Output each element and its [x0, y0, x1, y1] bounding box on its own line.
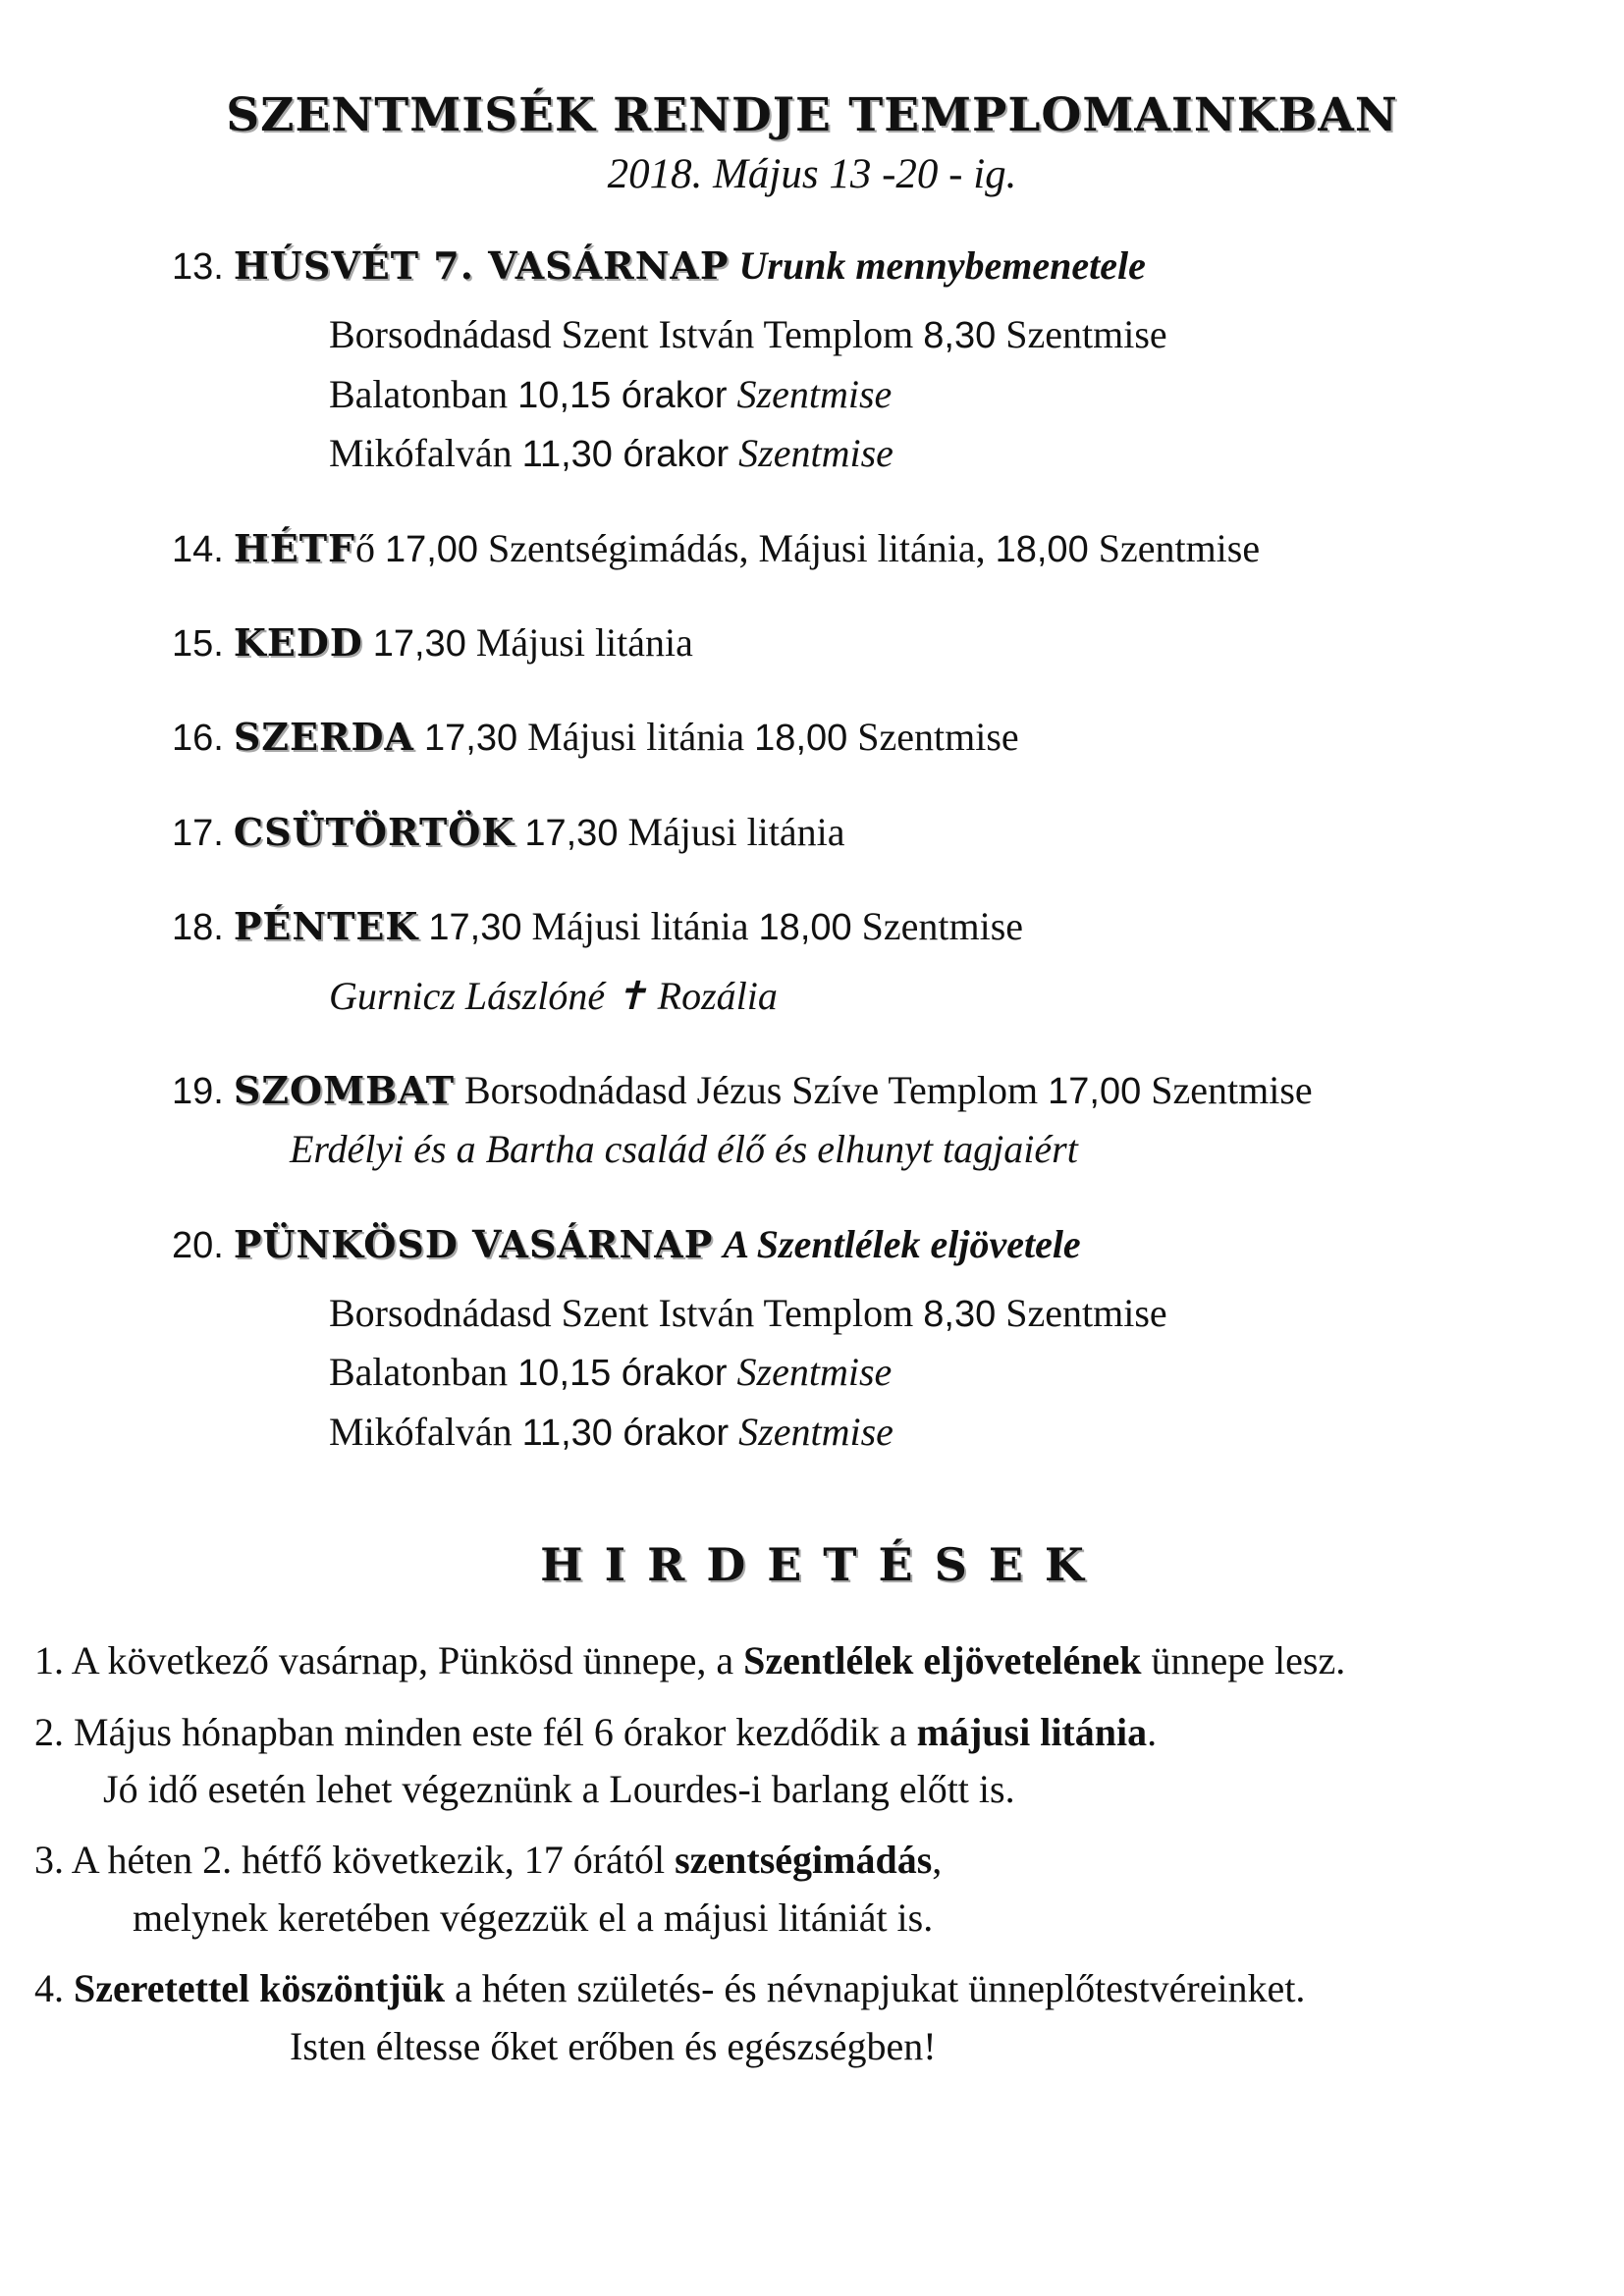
serif-text-segment: Borsodnádasd Szent István Templom [329, 1291, 914, 1336]
serif-text-segment: Májusi litánia [627, 809, 845, 854]
serif-text-segment: Mikófalván [329, 431, 513, 476]
sans-text-segment: 11,30 órakor [521, 1412, 730, 1454]
sans-text-segment: 10,15 órakor [517, 374, 728, 416]
schedule-line [0, 1410, 1624, 1455]
serif-text-segment: 4. [34, 1966, 64, 2011]
schedule-entry [0, 715, 1624, 760]
num-text-segment: 15. [172, 622, 224, 665]
serif-text-segment: a héten születés- és névnapjukat ünneplőtestvéreinket. [455, 1966, 1306, 2011]
fancy-text-segment: HÚSVÉT 7. VASÁRNAP [233, 243, 730, 288]
serif-text-segment: . [1147, 1709, 1158, 1754]
sans-text-segment: 17,00 [1048, 1070, 1142, 1112]
serif-text-segment: Isten éltesse őket erőben és egészségben! [290, 2023, 937, 2068]
sans-text-segment: 18,00 [995, 528, 1089, 570]
document-subtitle: 2018. Május 13 -20 - ig. [607, 151, 1017, 197]
serif-text-segment: 2. Május hónapban minden este fél 6 órakor kezdődik a [34, 1709, 907, 1754]
fancy-text-segment: KEDD [233, 619, 363, 665]
serif-text-segment: Szentmise [1005, 312, 1167, 357]
schedule-line [0, 431, 1624, 476]
schedule-entry [0, 620, 1624, 666]
serif-text-segment: Májusi litánia [527, 715, 745, 760]
serif-text-segment: Májusi litánia [475, 619, 693, 665]
schedule-line [0, 1222, 1624, 1267]
serif-text-segment: melynek keretében végezzük el a májusi litániát is. [133, 1895, 934, 1940]
serif-text-segment: Borsodnádasd Jézus Szíve Templom [463, 1067, 1039, 1112]
serif-text-segment: Szentmise [857, 715, 1019, 760]
schedule-line [0, 1127, 1624, 1172]
announcement-line [0, 1710, 1624, 1755]
serif-text-segment: Balatonban [329, 1350, 509, 1395]
serif-text-segment: Májusi litánia [531, 904, 749, 949]
num-text-segment: 13. [172, 246, 224, 288]
num-text-segment: 20. [172, 1224, 224, 1266]
announcement-line [0, 2024, 1624, 2069]
italic-text-segment: Gurnicz Lászlóné ✝ Rozália [329, 973, 778, 1018]
sans-text-segment: 8,30 [923, 315, 997, 357]
document-title: SZENTMISÉK RENDJE TEMPLOMAINKBAN [226, 88, 1398, 142]
schedule-entry [0, 243, 1624, 477]
bolditalic-text-segment: A Szentlélek eljövetele [723, 1221, 1081, 1266]
schedule-line [0, 243, 1624, 289]
schedule-entry [0, 810, 1624, 855]
schedule-line [0, 810, 1624, 855]
fancy-text-segment: PÜNKÖSD VASÁRNAP [233, 1221, 714, 1266]
num-text-segment: 18. [172, 907, 224, 949]
sans-text-segment: 17,30 [372, 622, 466, 665]
announcement-line [0, 1966, 1624, 2011]
announcement-item [0, 1966, 1624, 2069]
schedule-entry [0, 526, 1624, 571]
schedule-line [0, 526, 1624, 571]
announcement-item [0, 1710, 1624, 1813]
sans-text-segment: 8,30 [923, 1294, 997, 1336]
fancy-text-segment: HÉTF [233, 525, 355, 570]
serif-text-segment: Mikófalván [329, 1409, 513, 1454]
serif-text-segment: 1. A következő vasárnap, Pünkösd ünnepe, a [34, 1638, 734, 1683]
fancy-text-segment: PÉNTEK [233, 904, 419, 949]
bold-text-segment: Szeretettel köszöntjük [74, 1966, 446, 2011]
announcement-line [0, 1896, 1624, 1941]
announcement-line [0, 1838, 1624, 1883]
italic-text-segment: Szentmise [738, 1409, 893, 1454]
italic-text-segment: Szentmise [736, 371, 893, 416]
bold-text-segment: májusi litánia [916, 1709, 1148, 1754]
schedule-entry [0, 1222, 1624, 1456]
italic-text-segment: Szentmise [736, 1350, 893, 1395]
schedule-line [0, 1068, 1624, 1113]
serif-text-segment: ünnepe lesz. [1151, 1638, 1346, 1683]
bold-text-segment: Szentlélek eljövetelének [743, 1638, 1142, 1683]
sans-text-segment: 18,00 [754, 718, 848, 760]
sans-text-segment: 17,30 [524, 812, 619, 854]
fancy-text-segment: SZERDA [233, 715, 414, 760]
serif-text-segment: Jó idő esetén lehet végeznünk a Lourdes-i barlang előtt is. [103, 1767, 1015, 1812]
sans-text-segment: 17,30 [428, 907, 522, 949]
announcement-line [0, 1767, 1624, 1812]
fancy-text-segment: CSÜTÖRTÖK [233, 809, 515, 854]
schedule-line [0, 1350, 1624, 1395]
serif-text-segment: ő [354, 525, 375, 570]
num-text-segment: 14. [172, 528, 224, 570]
schedule-entry [0, 1068, 1624, 1173]
mass-schedule-list [0, 243, 1624, 1455]
num-text-segment: 19. [172, 1070, 224, 1112]
announcement-line [0, 1638, 1624, 1683]
schedule-entry [0, 904, 1624, 1019]
serif-text-segment: Szentmise [1151, 1067, 1313, 1112]
schedule-line [0, 904, 1624, 949]
announcements-heading: HIRDETÉSEK [540, 1538, 1106, 1592]
schedule-line [0, 620, 1624, 666]
serif-text-segment: 3. A héten 2. hétfő következik, 17 órától [34, 1838, 666, 1883]
serif-text-segment: Szentségimádás, Májusi litánia, [488, 525, 986, 570]
schedule-line [0, 372, 1624, 417]
schedule-line [0, 1291, 1624, 1336]
sans-text-segment: 17,00 [384, 528, 479, 570]
sans-text-segment: 11,30 órakor [521, 434, 730, 476]
serif-text-segment: Szentmise [1005, 1291, 1167, 1336]
announcement-item [0, 1838, 1624, 1941]
italic-text-segment: Szentmise [738, 431, 893, 476]
serif-text-segment: Szentmise [1098, 525, 1261, 570]
sans-text-segment: 10,15 órakor [517, 1353, 728, 1395]
sans-text-segment: 17,30 [424, 718, 518, 760]
bolditalic-text-segment: Urunk mennybemenetele [738, 243, 1146, 288]
announcements-list [0, 1638, 1624, 2069]
announcement-item [0, 1638, 1624, 1683]
num-text-segment: 17. [172, 812, 224, 854]
serif-text-segment: Borsodnádasd Szent István Templom [329, 312, 914, 357]
italic-text-segment: Erdélyi és a Bartha család élő és elhunyt tagjaiért [290, 1127, 1078, 1172]
schedule-line [0, 974, 1624, 1019]
bold-text-segment: szentségimádás [675, 1838, 933, 1883]
serif-text-segment: , [932, 1838, 943, 1883]
schedule-line [0, 715, 1624, 760]
schedule-line [0, 312, 1624, 357]
num-text-segment: 16. [172, 718, 224, 760]
sans-text-segment: 18,00 [758, 907, 852, 949]
serif-text-segment: Balatonban [329, 371, 509, 416]
fancy-text-segment: SZOMBAT [233, 1067, 455, 1112]
serif-text-segment: Szentmise [861, 904, 1024, 949]
